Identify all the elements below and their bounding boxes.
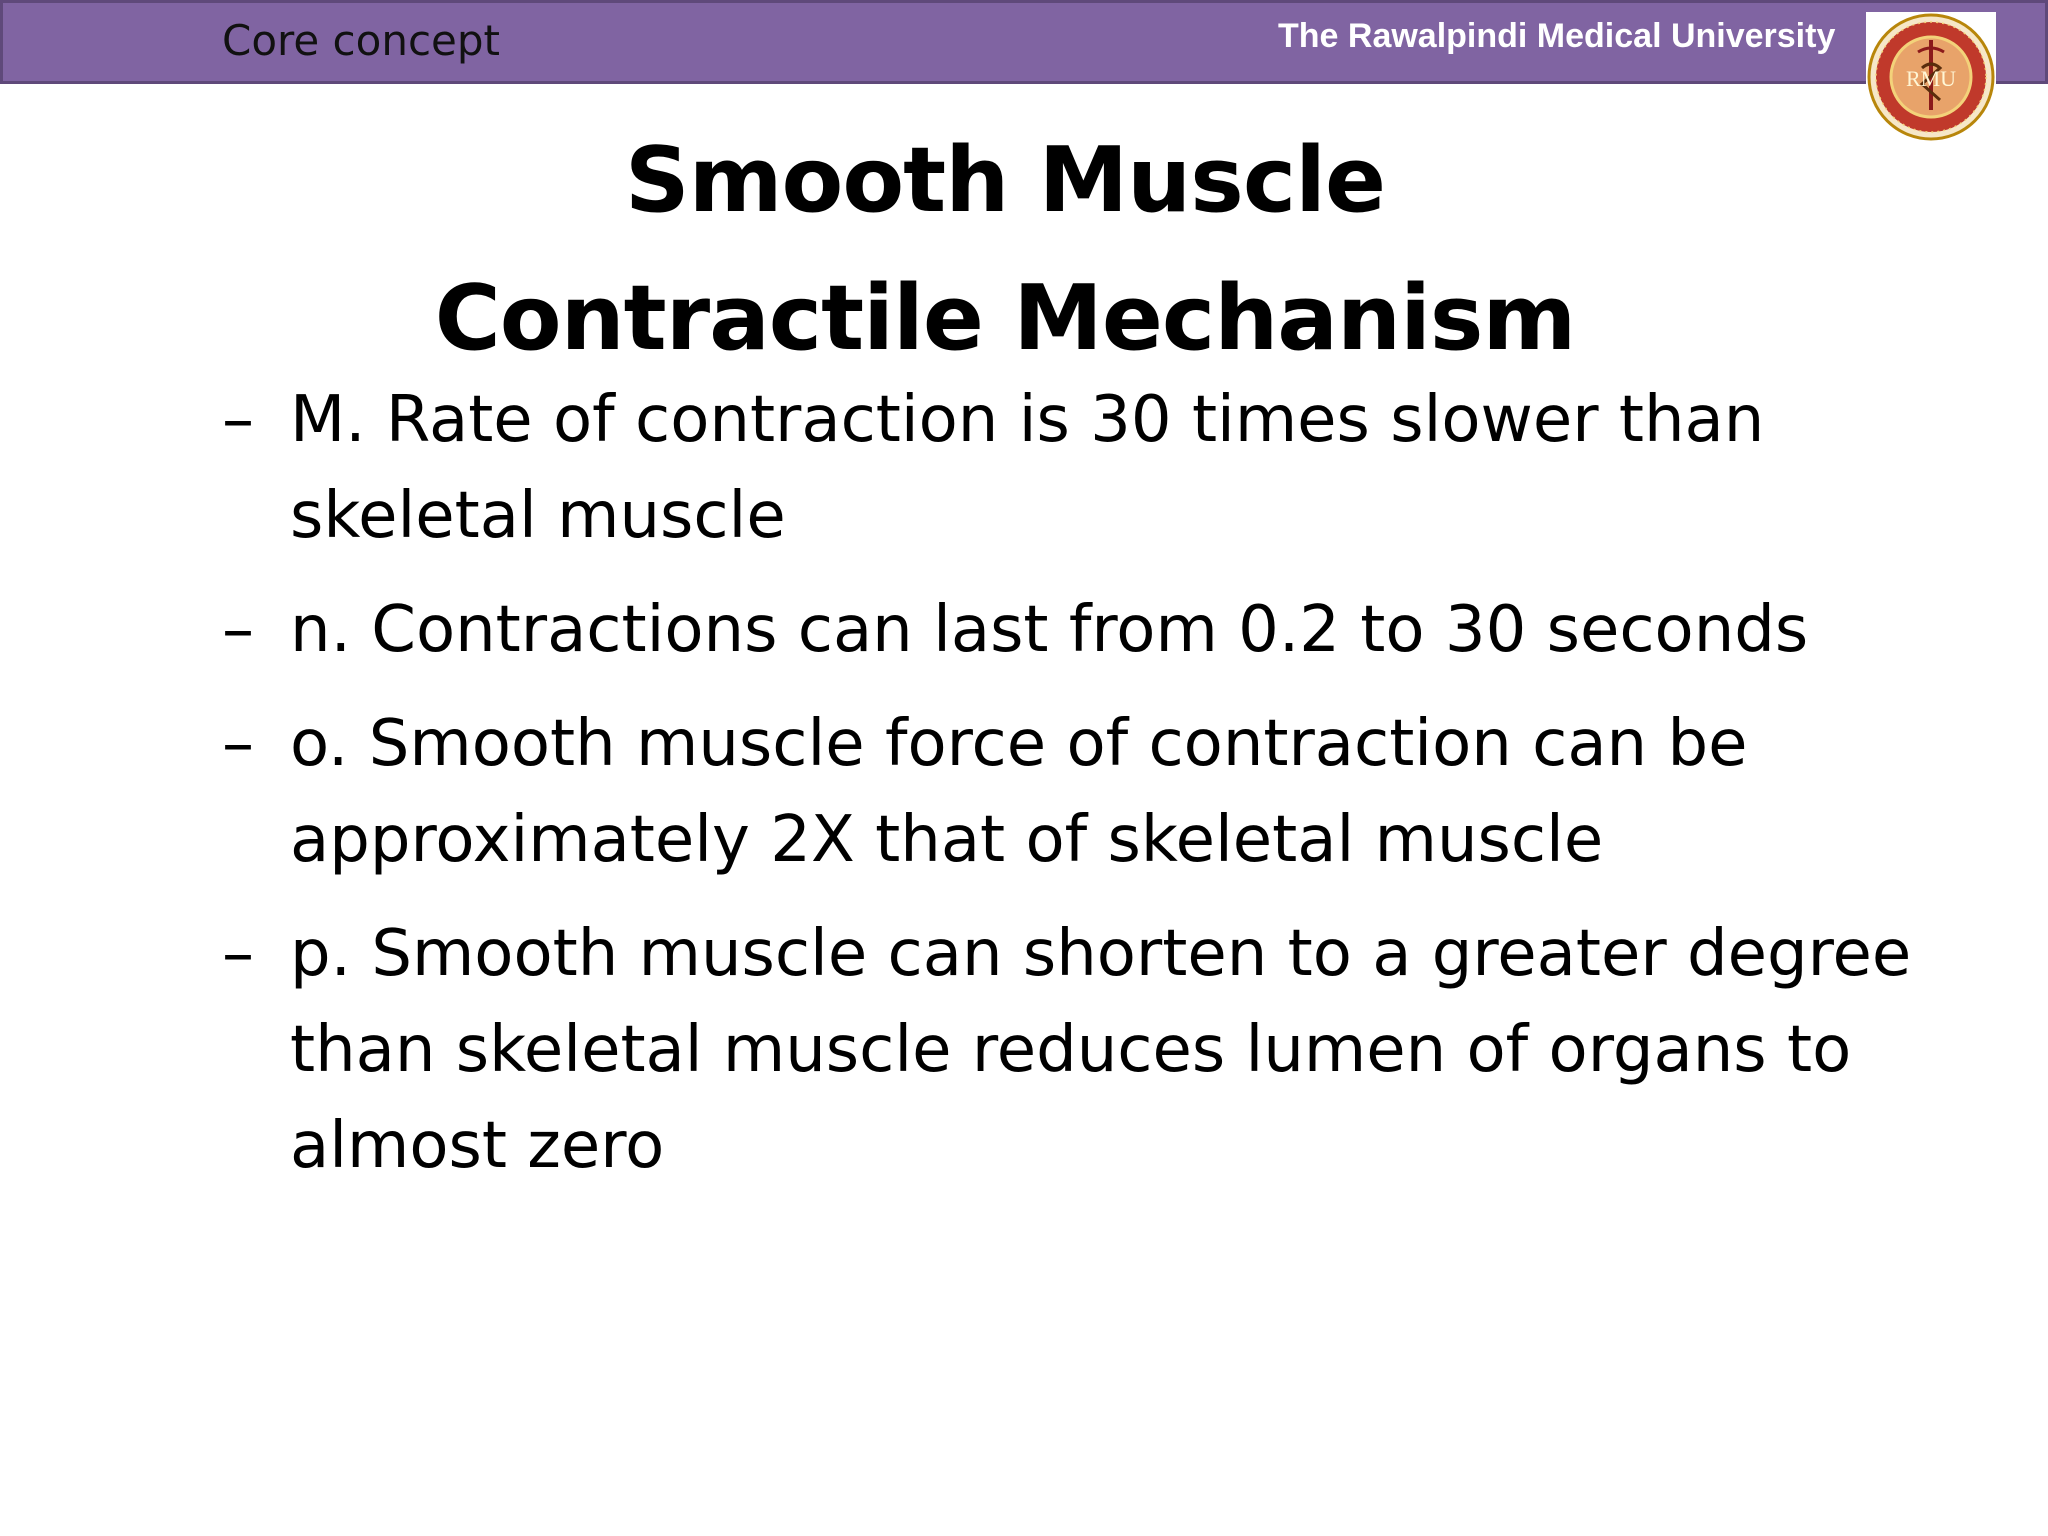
slide-title — [0, 112, 2010, 388]
slide-title-line-1: Smooth Muscle — [624, 128, 1386, 233]
bullet-item — [222, 582, 1982, 678]
header-section-label: Core concept — [222, 16, 501, 65]
bullet-text: o. Smooth muscle force of contraction can be approximately 2X that of skeletal muscle — [290, 707, 1748, 877]
header-university-name: The Rawalpindi Medical University — [1278, 17, 1836, 55]
bullet-dash: – — [222, 383, 254, 457]
bullet-item — [222, 906, 1982, 1194]
bullet-dash: – — [222, 707, 254, 781]
bullet-dash: – — [222, 917, 254, 991]
slide-title-line-2: Contractile Mechanism — [434, 266, 1576, 371]
bullet-item — [222, 372, 1982, 564]
bullet-item — [222, 696, 1982, 888]
bullet-dash: – — [222, 593, 254, 667]
bullet-list — [222, 372, 1982, 1212]
bullet-text: n. Contractions can last from 0.2 to 30 seconds — [290, 593, 1809, 667]
bullet-text: p. Smooth muscle can shorten to a greater degree than skeletal muscle reduces lumen of organs to almost zero — [290, 917, 1912, 1183]
logo-monogram: RMU — [1905, 66, 1957, 91]
bullet-text: M. Rate of contraction is 30 times slower than skeletal muscle — [290, 383, 1765, 553]
